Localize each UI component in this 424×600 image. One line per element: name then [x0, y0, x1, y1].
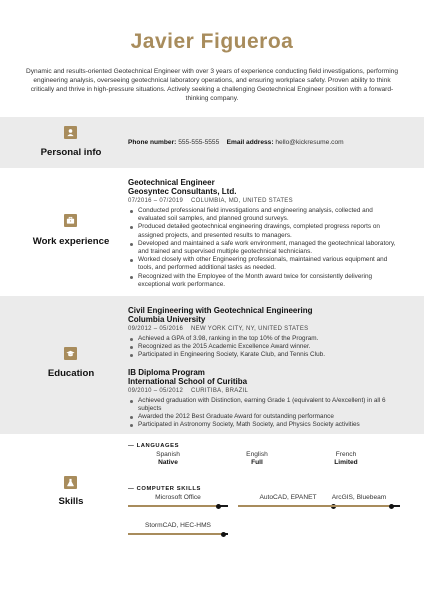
email-value[interactable]: hello@kickresume.com	[275, 139, 344, 146]
work-experience-title: Work experience	[32, 236, 110, 247]
job-entry	[128, 178, 400, 289]
skill-bar-dot	[221, 532, 226, 537]
school-name: Columbia University	[128, 315, 206, 324]
school-name: International School of Curitiba	[128, 376, 248, 386]
skill-bar	[128, 533, 228, 535]
education-bullet: Participated in Astronomy Society, Math Society, and Physics Society activities	[138, 421, 400, 429]
job-bullet: Produced detailed geotechnical engineering drawings, completed progress reports on assigned projects, and presented results to managers.	[138, 223, 400, 239]
personal-info-section	[0, 117, 424, 168]
education-entry	[128, 306, 400, 360]
computer-skill	[318, 494, 400, 507]
language-name: Spanish	[156, 451, 180, 458]
skill-bar-fill	[128, 533, 223, 535]
job-bullets	[128, 207, 400, 289]
contact-line	[128, 139, 400, 146]
job-bullet: Recognized with the Employee of the Month award twice for consistently delivering exceptional work performance.	[138, 273, 400, 289]
phone-value: 555-555-5555	[178, 139, 220, 146]
education-bullet: Recognized as the 2015 Academic Excellence Award winner.	[138, 343, 400, 351]
education-meta	[128, 325, 400, 333]
languages-heading: — LANGUAGES	[128, 443, 180, 449]
education-location: CURITIBA, BRAZIL	[191, 387, 249, 394]
languages-block	[128, 443, 400, 479]
language-item	[301, 451, 391, 467]
skill-name: StormCAD, HEC-HMS	[145, 522, 211, 529]
education-bullet: Participated in Engineering Society, Karate Club, and Tennis Club.	[138, 351, 400, 359]
computer-skills-heading: — COMPUTER SKILLS	[128, 486, 202, 492]
education-title: Education	[47, 368, 95, 379]
language-level: Limited	[334, 459, 358, 466]
skill-bar	[318, 505, 400, 507]
job-bullet: Developed and maintained a safe work environment, managed the geotechnical laboratory, and trained and supervised multiple geotechnical technicians.	[138, 240, 400, 256]
education-entry	[128, 368, 400, 430]
skill-bar	[128, 505, 228, 507]
skill-name: Microsoft Office	[155, 494, 201, 501]
skill-name: AutoCAD, EPANET	[259, 494, 317, 501]
work-experience-section	[0, 168, 424, 296]
job-dates: 07/2016 – 07/2019	[128, 198, 184, 204]
job-company: Geosyntec Consultants, Ltd.	[128, 187, 237, 196]
language-level: Native	[158, 459, 178, 466]
graduation-cap-icon	[64, 347, 77, 360]
job-title: Geotechnical Engineer	[128, 178, 215, 187]
languages-heading-text: LANGUAGES	[136, 443, 180, 449]
briefcase-icon	[64, 214, 77, 227]
language-item	[123, 451, 213, 467]
person-icon	[64, 126, 77, 139]
skill-bar-fill	[128, 505, 218, 507]
job-bullet: Worked closely with other Engineering professionals, maintained various equipment and tools, and performed additional tasks as needed.	[138, 256, 400, 272]
computer-skill	[128, 494, 228, 507]
education-section	[0, 296, 424, 434]
education-bullet: Achieved graduation with Distinction, earning Grade 1 (equivalent to A/excellent) in all 6 subjects	[138, 397, 400, 413]
job-location: COLUMBIA, MD, UNITED STATES	[191, 198, 293, 204]
degree-title: IB Diploma Program	[128, 367, 205, 377]
education-dates: 09/2012 – 05/2016	[128, 326, 184, 332]
language-name: English	[246, 451, 268, 458]
skill-bar-dot	[216, 504, 221, 509]
education-bullet: Awarded the 2012 Best Graduate Award for outstanding performance	[138, 413, 400, 421]
language-item	[212, 451, 302, 467]
email-label: Email address:	[226, 139, 274, 146]
degree-title: Civil Engineering with Geotechnical Engineering	[128, 306, 313, 315]
flask-icon	[64, 476, 77, 489]
skills-section	[0, 434, 424, 600]
computer-skills-block	[128, 486, 400, 596]
phone-label: Phone number:	[128, 139, 177, 146]
computer-skills-heading-text: COMPUTER SKILLS	[136, 486, 202, 492]
education-bullet: Achieved a GPA of 3.98, ranking in the top 10% of the Program.	[138, 335, 400, 343]
skill-bar-fill	[318, 505, 392, 507]
education-bullets	[128, 335, 400, 360]
personal-info-title: Personal info	[40, 147, 102, 158]
skill-name: ArcGIS, Bluebeam	[331, 494, 387, 501]
education-location: NEW YORK CITY, NY, UNITED STATES	[191, 326, 309, 332]
skills-title: Skills	[58, 496, 84, 507]
skill-bar-dot	[389, 504, 394, 509]
job-bullet: Conducted professional field investigations and engineering analysis, collected and evaluated soil samples, and planned ground surveys.	[138, 207, 400, 223]
education-dates: 09/2010 – 05/2012	[128, 387, 184, 394]
education-meta	[128, 387, 400, 395]
summary-text: Dynamic and results-oriented Geotechnical Engineer with over 3 years of experience conducting field investigations, performing engineering analysis, overseeing geotechnical laboratory operations, and ensuring workplace safety. Proven ability to think critically and thrive in high-pressure situations. Actively seeking a challenging Geotechnical Engineer position with a forward-thinking company.	[25, 68, 398, 102]
language-level: Full	[251, 459, 263, 466]
education-entries	[128, 306, 400, 429]
education-bullets	[128, 397, 400, 430]
language-name: French	[335, 451, 357, 458]
candidate-name: Javier Figueroa	[130, 30, 294, 53]
job-meta	[128, 197, 400, 205]
computer-skill	[128, 522, 228, 535]
